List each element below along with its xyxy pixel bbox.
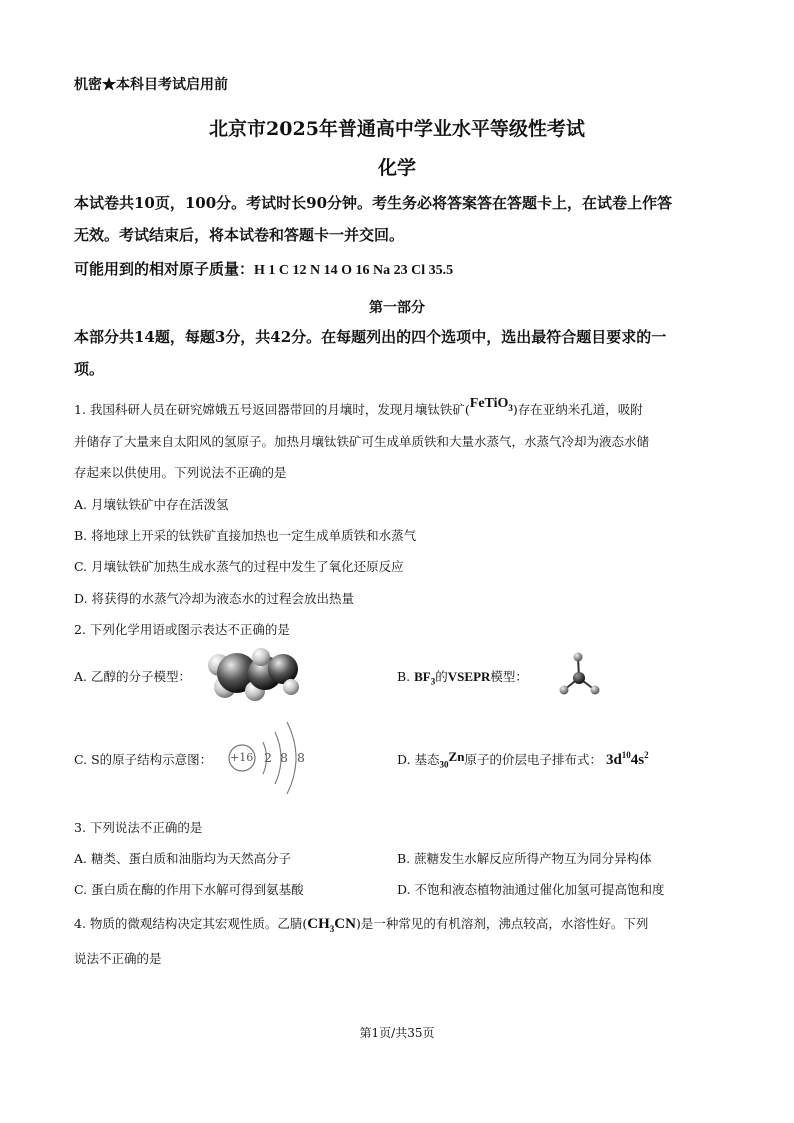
zn-electron-config <box>606 752 649 768</box>
q1-option-d: D. 将获得的水蒸气冷却为液态水的过程会放出热量 <box>74 591 355 606</box>
q1-stem-line-1 <box>74 396 643 420</box>
part-desc-line-1: 本部分共14题，每题3分，共42分。在每题列出的四个选项中，选出最符合题目要求的一 <box>74 328 667 346</box>
q1-stem-line-2: 并储存了大量来自太阳风的氢原子。加热月壤钛铁矿可生成单质铁和大量水蒸气，水蒸气冷却为液态水储 <box>74 434 650 449</box>
bf3-main: BF <box>414 669 431 684</box>
q1-formula-sub: 3 <box>508 402 513 413</box>
q2-option-b-suffix: 模型： <box>490 669 528 684</box>
config-4s-sup: 2 <box>644 750 649 760</box>
exam-title: 北京市2025年普通高中学业水平等级性考试 <box>209 118 585 140</box>
q3-stem: 3. 下列说法不正确的是 <box>74 820 203 835</box>
shell-2-electrons: 8 <box>280 750 288 765</box>
q2-stem: 2. 下列化学用语或图示表达不正确的是 <box>74 622 290 637</box>
q3-option-d: D. 不饱和液态植物油通过催化加氢可提高饱和度 <box>397 882 665 897</box>
bf3-sub: 3 <box>430 676 436 687</box>
part-desc-line-2: 项。 <box>74 360 105 378</box>
acetonitrile-cn: CN <box>334 916 356 932</box>
ethanol-model-image <box>203 643 299 703</box>
shell-1-electrons: 2 <box>264 750 272 765</box>
q2-option-d-mid: 原子的价层电子排布式： <box>464 752 602 767</box>
q2-option-d-prefix: D. 基态 <box>397 752 440 767</box>
zn-atomic-number: 30 <box>439 759 449 770</box>
vsepr-label: VSEPR <box>447 669 491 684</box>
acetonitrile-formula <box>307 916 356 932</box>
acetonitrile-sub: 3 <box>329 924 335 934</box>
q3-option-c: C. 蛋白质在酶的作用下水解可得到氨基酸 <box>74 882 304 897</box>
intro-line-1: 本试卷共10页，100分。考试时长90分钟。考生务必将答案答在答题卡上，在试卷上作答 <box>74 194 673 212</box>
q2-option-b-mid: 的 <box>435 669 448 684</box>
q4-stem-text-a: 4. 物质的微观结构决定其宏观性质。乙腈( <box>74 916 308 931</box>
bf3-formula <box>414 669 436 687</box>
sulfur-atom-diagram <box>227 718 317 798</box>
q2-option-a: A. 乙醇的分子模型： <box>74 669 191 684</box>
zn-symbol: Zn <box>448 749 465 764</box>
q1-option-b: B. 将地球上开采的钛铁矿直接加热也一定生成单质铁和水蒸气 <box>74 528 417 543</box>
acetonitrile-ch: CH <box>307 916 330 932</box>
part-title: 第一部分 <box>369 300 425 316</box>
shell-3-electrons: 8 <box>297 750 305 765</box>
q1-stem-line-3: 存起来以供使用。下列说法不正确的是 <box>74 465 287 480</box>
q3-option-b: B. 蔗糖发生水解反应所得产物互为同分异构体 <box>397 851 652 866</box>
confidential-label: 机密★本科目考试启用前 <box>74 77 228 93</box>
q1-stem-text-b: )存在亚纳米孔道，吸附 <box>512 402 643 417</box>
q1-option-a: A. 月壤钛铁矿中存在活泼氢 <box>74 497 229 512</box>
q1-stem-text-a: 1. 我国科研人员在研究嫦娥五号返回器带回的月壤时，发现月壤钛铁矿( <box>74 402 470 417</box>
atomic-mass-label: 可能用到的相对原子质量： <box>74 260 255 278</box>
config-3d: 3d <box>605 752 622 768</box>
q1-formula-main: FeTiO <box>469 396 509 411</box>
intro-line-2: 无效。考试结束后，将本试卷和答题卡一并交回。 <box>74 226 405 244</box>
config-4s: 4s <box>630 752 645 768</box>
bf3-vsepr-model-image <box>557 650 605 698</box>
nucleus-charge: +16 <box>230 751 254 764</box>
config-3d-sup: 10 <box>621 750 631 760</box>
subject-title: 化学 <box>377 157 416 179</box>
q2-option-b-prefix: B. <box>397 669 415 684</box>
q2-option-c: C. S的原子结构示意图： <box>74 752 213 767</box>
atomic-mass-values: H 1 C 12 N 14 O 16 Na 23 Cl 35.5 <box>254 263 454 278</box>
q1-formula <box>470 396 513 411</box>
q2-option-d <box>397 750 649 770</box>
q1-option-c: C. 月壤钛铁矿加热生成水蒸气的过程中发生了氧化还原反应 <box>74 559 404 574</box>
page-footer: 第1页/共35页 <box>359 1026 435 1040</box>
atomic-mass-line <box>74 258 453 279</box>
q4-stem-text-b: )是一种常见的有机溶剂，沸点较高，水溶性好。下列 <box>355 916 649 931</box>
q2-option-b <box>397 667 528 687</box>
q4-stem-line-2: 说法不正确的是 <box>74 951 162 966</box>
q3-option-a: A. 糖类、蛋白质和油脂均为天然高分子 <box>74 851 291 866</box>
q4-stem-line-1 <box>74 914 648 934</box>
